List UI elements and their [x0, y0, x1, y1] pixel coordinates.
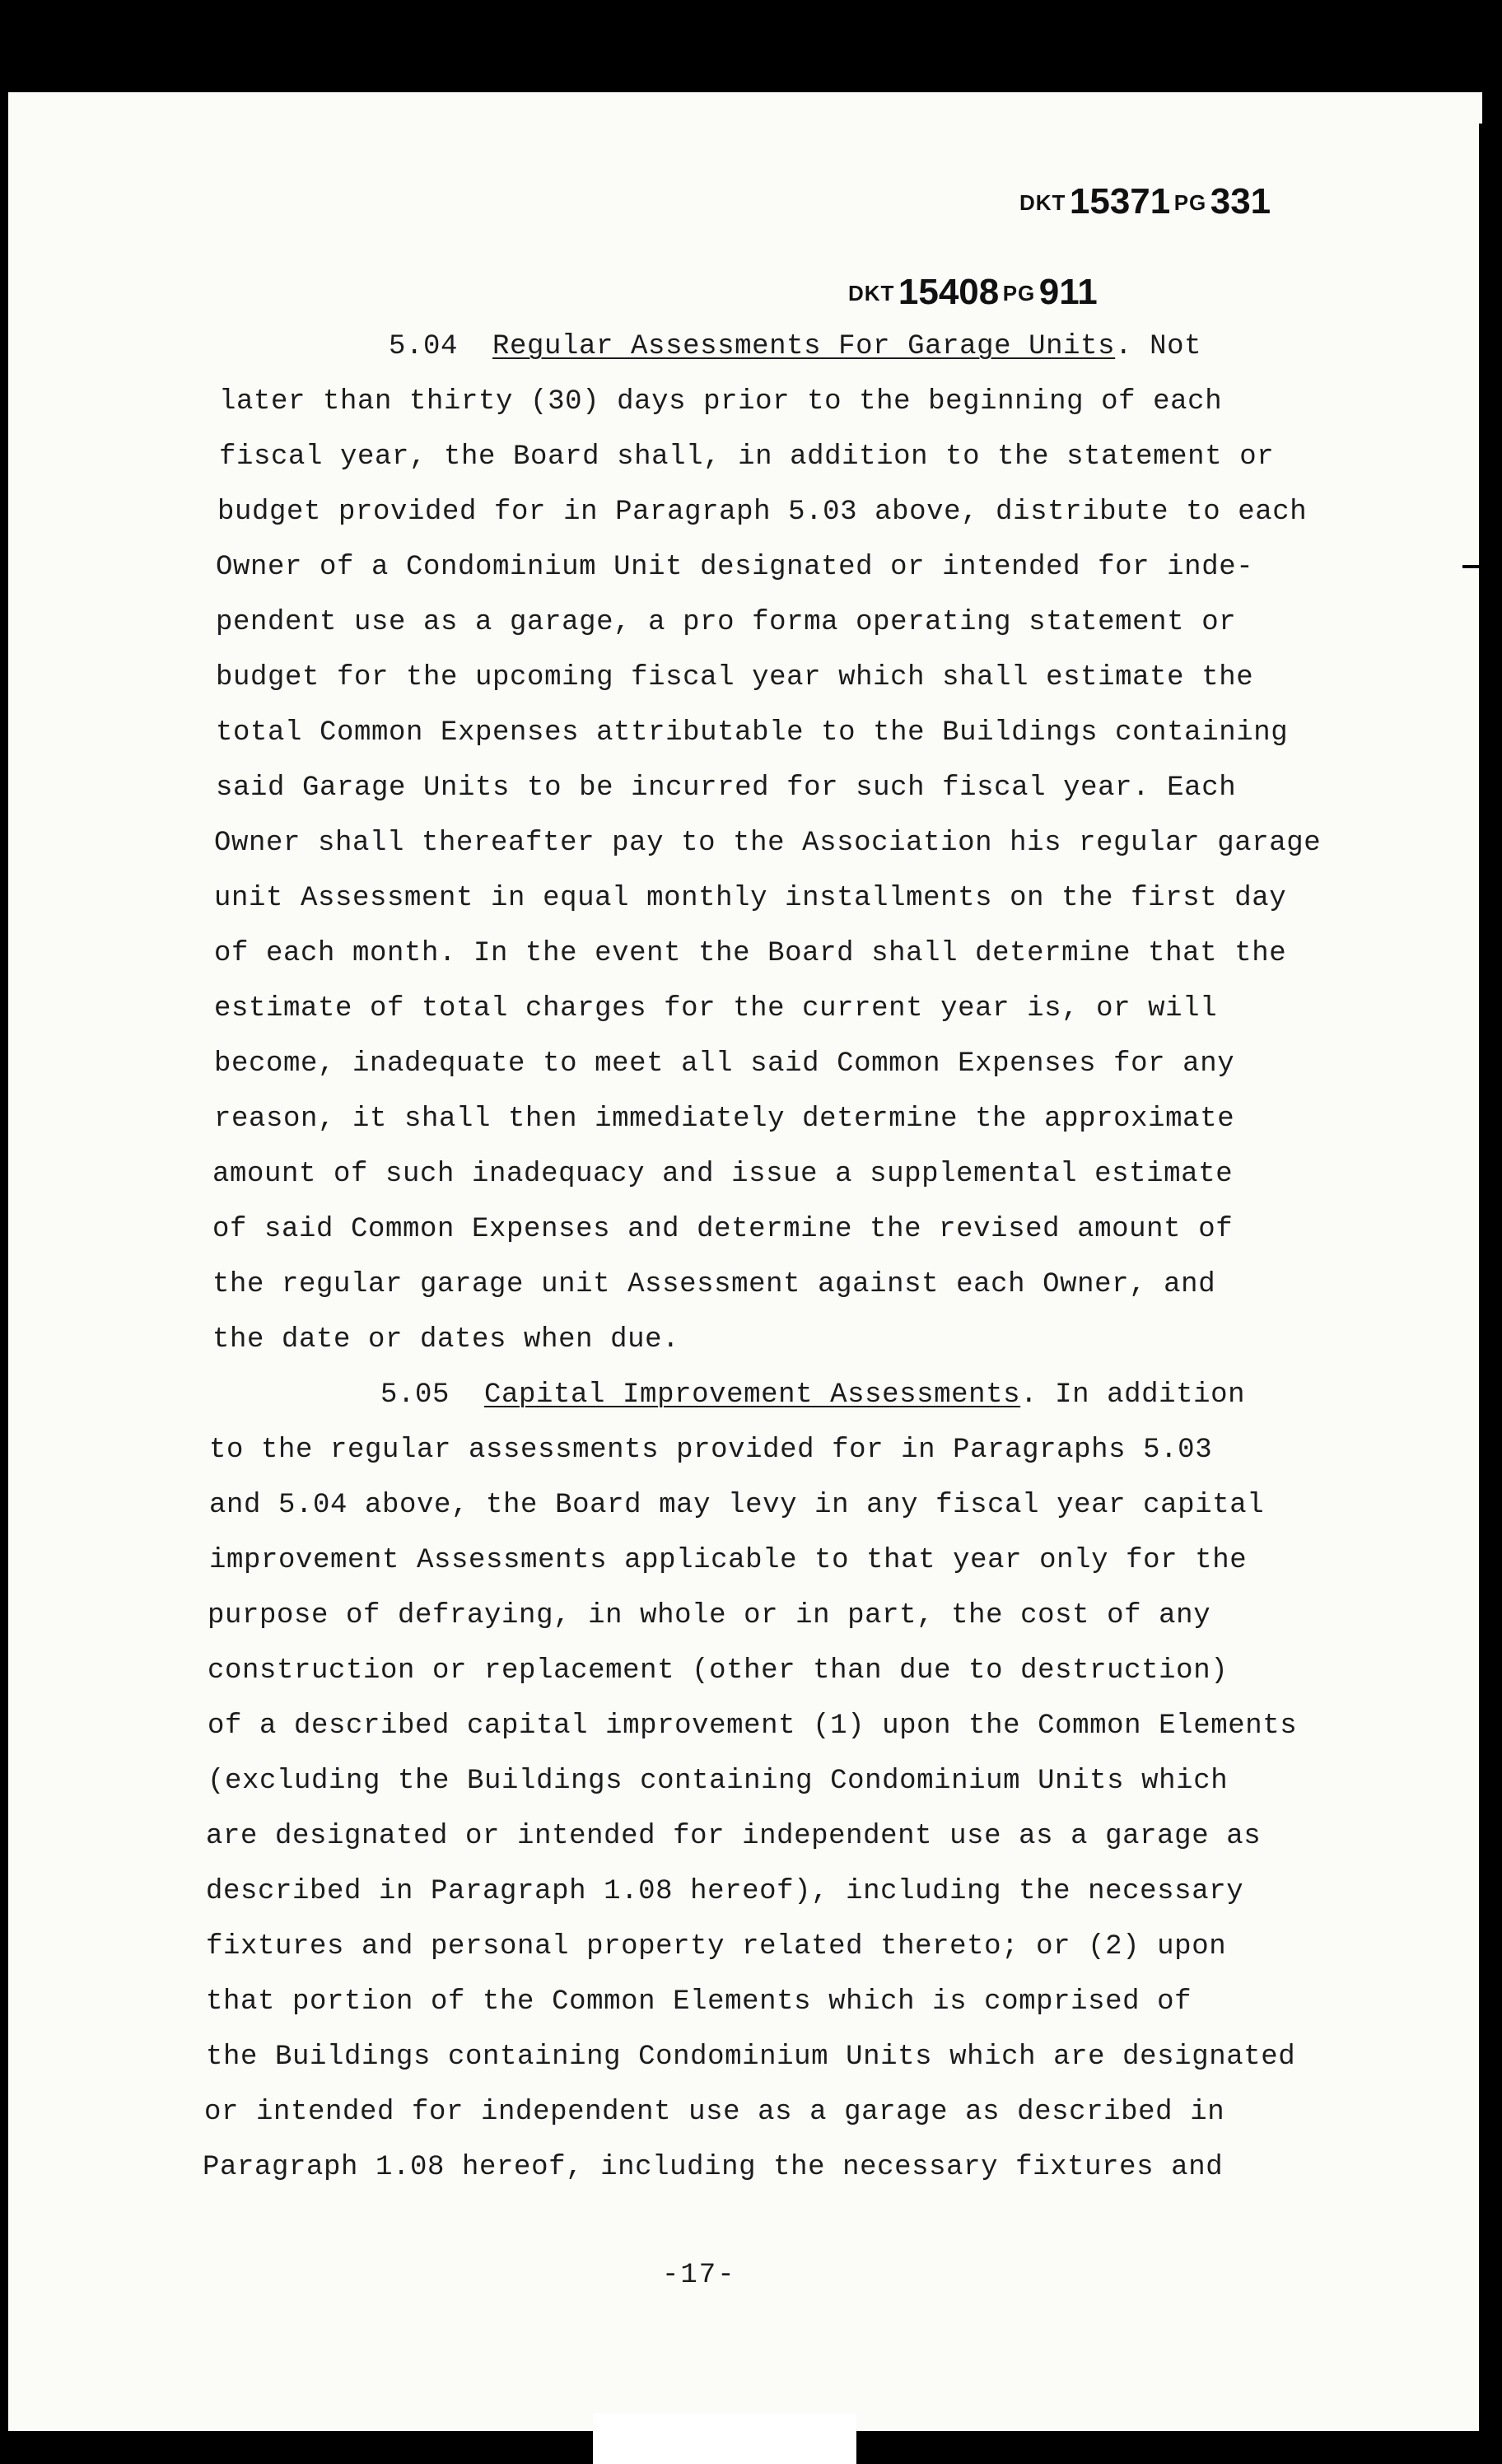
- stamp-pg-label: PG: [1002, 281, 1036, 306]
- text-line: the regular garage unit Assessment against each Owner, and: [212, 1269, 1216, 1300]
- scan-tick-mark: [1462, 565, 1482, 568]
- text-line: and 5.04 above, the Board may levy in any fiscal year capital: [209, 1490, 1265, 1521]
- text-line: total Common Expenses attributable to the Buildings containing: [216, 717, 1289, 749]
- section-title: Regular Assessments For Garage Units: [492, 331, 1116, 362]
- section-heading-tail: . In addition: [1020, 1379, 1246, 1411]
- text-line: pendent use as a garage, a pro forma operating statement or: [216, 607, 1237, 638]
- page-number: -17-: [662, 2260, 736, 2291]
- stamp-prefix: DKT: [1019, 190, 1066, 215]
- text-line: construction or replacement (other than due to destruction): [208, 1655, 1229, 1687]
- text-line: Owner of a Condominium Unit designated or intended for inde-: [216, 552, 1254, 583]
- section-heading-504: [389, 331, 1201, 362]
- section-number: 5.05: [380, 1379, 450, 1411]
- text-line: of a described capital improvement (1) upon the Common Elements: [208, 1710, 1298, 1742]
- text-line: of each month. In the event the Board shall determine that the: [214, 938, 1287, 969]
- stamp-prefix: DKT: [848, 281, 895, 306]
- text-line: estimate of total charges for the current year is, or will: [214, 993, 1218, 1024]
- text-line: described in Paragraph 1.08 hereof), including the necessary: [206, 1876, 1244, 1907]
- text-line: fiscal year, the Board shall, in addition to the statement or: [219, 441, 1275, 473]
- scan-smudge: [593, 2413, 856, 2464]
- text-line: of said Common Expenses and determine the revised amount of: [212, 1214, 1234, 1245]
- text-line: the date or dates when due.: [212, 1324, 680, 1356]
- text-line: fixtures and personal property related thereto; or (2) upon: [206, 1931, 1227, 1962]
- text-line: the Buildings containing Condominium Units which are designated: [206, 2042, 1296, 2073]
- section-number: 5.04: [389, 331, 459, 362]
- text-line: Owner shall thereafter pay to the Association his regular garage: [214, 828, 1322, 859]
- text-line: improvement Assessments applicable to that year only for the: [209, 1545, 1248, 1576]
- stamp-page: 911: [1038, 272, 1098, 312]
- text-line: later than thirty (30) days prior to the beginning of each: [219, 386, 1223, 418]
- text-line: purpose of defraying, in whole or in part, the cost of any: [208, 1600, 1211, 1631]
- text-line: that portion of the Common Elements which is comprised of: [206, 1986, 1192, 2018]
- text-line: budget provided for in Paragraph 5.03 above, distribute to each: [217, 497, 1308, 528]
- stamp-pg-label: PG: [1173, 190, 1207, 215]
- text-line: unit Assessment in equal monthly installments on the first day: [214, 883, 1287, 914]
- scan-edge: [1479, 124, 1502, 2464]
- recording-stamp-2: [848, 272, 1098, 313]
- stamp-page: 331: [1210, 181, 1271, 222]
- text-line: or intended for independent use as a garage as described in: [204, 2097, 1225, 2128]
- stamp-volume: 15371: [1069, 181, 1171, 222]
- text-line: reason, it shall then immediately determine the approximate: [214, 1104, 1235, 1135]
- text-line: become, inadequate to meet all said Common Expenses for any: [214, 1048, 1235, 1080]
- section-heading-tail: . Not: [1115, 331, 1202, 362]
- text-line: (excluding the Buildings containing Condominium Units which: [208, 1766, 1229, 1797]
- text-line: to the regular assessments provided for in Paragraphs 5.03: [209, 1435, 1213, 1466]
- text-line: budget for the upcoming fiscal year which shall estimate the: [216, 662, 1254, 693]
- text-line: are designated or intended for independent use as a garage as: [206, 1821, 1262, 1852]
- section-heading-505: [380, 1379, 1245, 1411]
- text-line: said Garage Units to be incurred for such fiscal year. Each: [216, 772, 1237, 804]
- stamp-volume: 15408: [898, 272, 1000, 312]
- section-title: Capital Improvement Assessments: [484, 1379, 1021, 1411]
- text-line: amount of such inadequacy and issue a supplemental estimate: [212, 1159, 1234, 1190]
- text-line: Paragraph 1.08 hereof, including the necessary fixtures and: [203, 2152, 1224, 2183]
- recording-stamp-1: [1019, 181, 1271, 222]
